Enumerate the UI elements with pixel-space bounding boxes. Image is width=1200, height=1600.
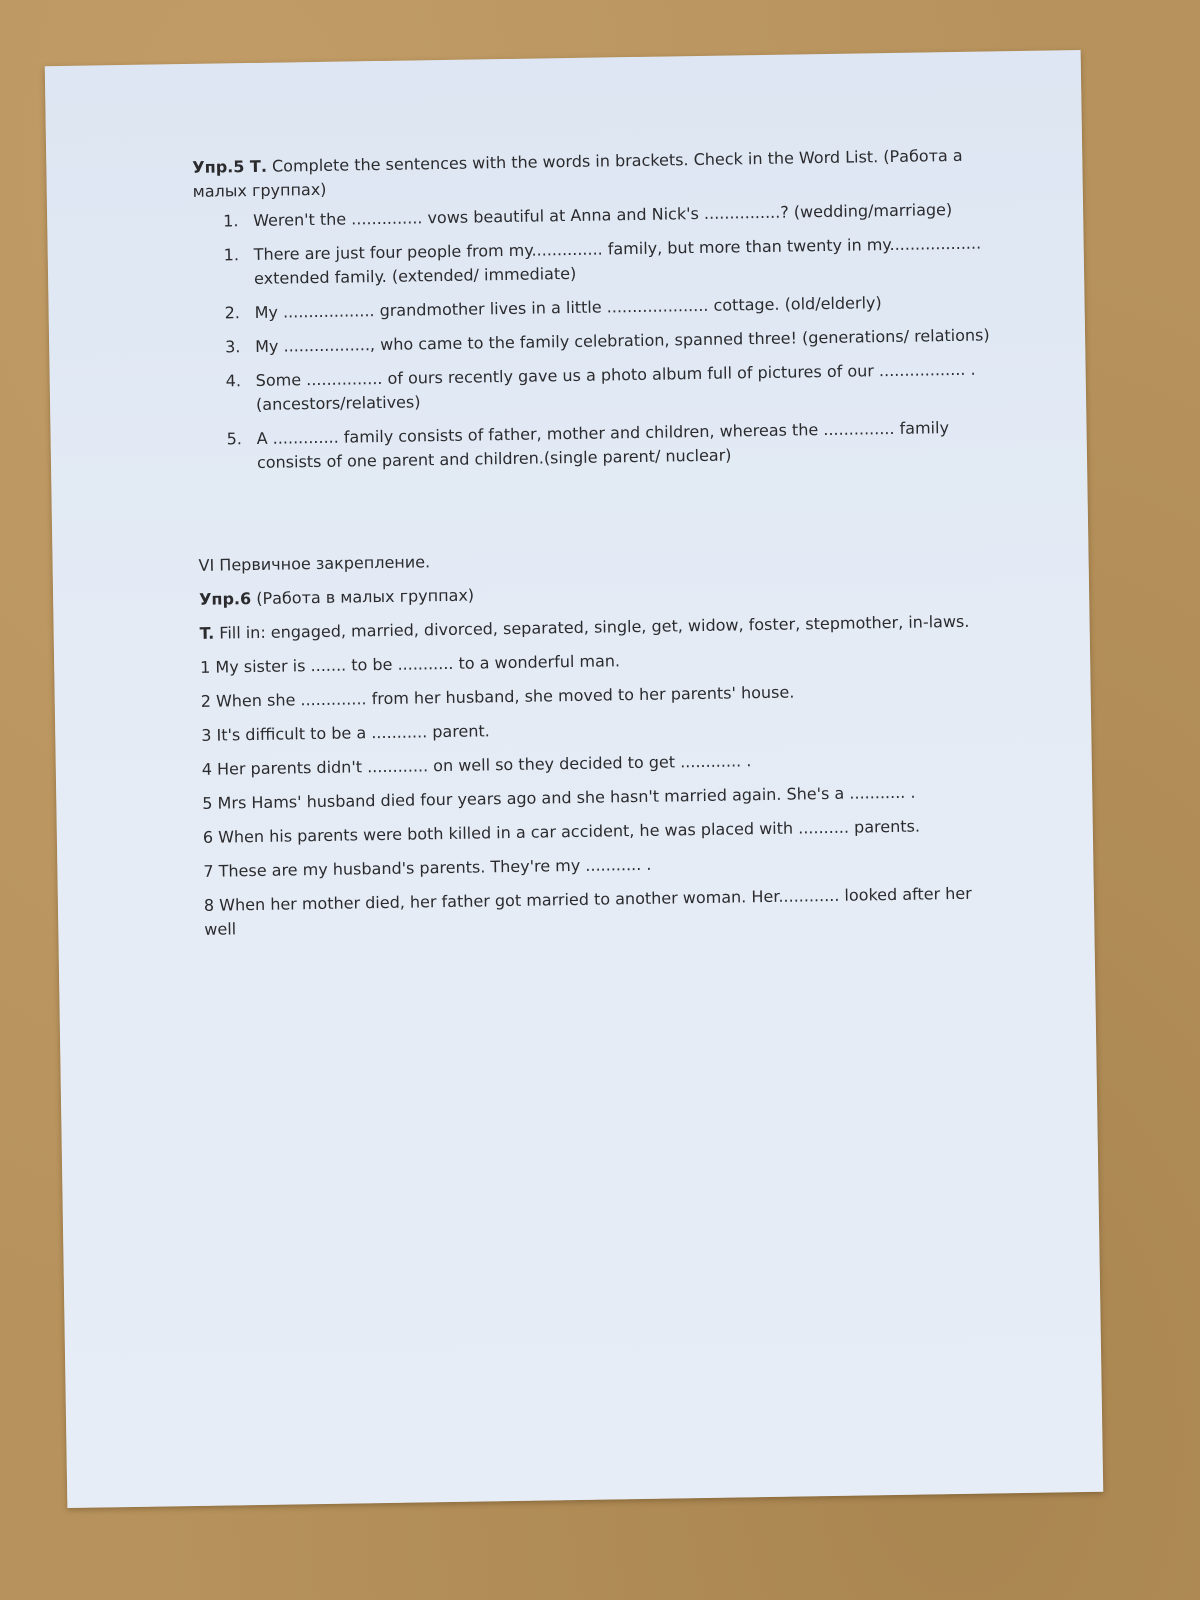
list-item (224, 231, 995, 291)
list-item (226, 357, 997, 417)
item-text: Some ............... of ours recently gave us a photo album full of pictures of our ................. . (ancestors/relatives) (255, 359, 976, 414)
exercise-6-heading (199, 575, 999, 612)
sentence-line: 7 These are my husband's parents. They're my ........... . (203, 854, 652, 881)
task-label: T. (199, 623, 215, 643)
sentence-line: 3 It's difficult to be a ........... parent. (201, 721, 490, 745)
list-item (224, 289, 994, 325)
item-number: 4. (225, 371, 242, 391)
sentence-line: 6 When his parents were both killed in a car accident, he was placed with .......... parents. (202, 816, 921, 847)
sentence-line: 4 Her parents didn't ............ on well so they decided to get ............ . (201, 751, 752, 779)
item-number: 3. (225, 337, 241, 357)
item-text: There are just four people from my.............. family, but more than twenty in my.................. extended family. (extended/ immediate) (253, 233, 982, 288)
item-number: 1. (223, 211, 239, 231)
task-text: Fill in: engaged, married, divorced, separated, single, get, widow, foster, stepmother, in-laws. (219, 611, 970, 643)
exercise-5-instruction: Complete the sentences with the words in brackets. Check in the Word List. (Работа а малых группах) (192, 145, 963, 201)
sentence-line: 2 When she ............. from her husband, she moved to her parents' house. (200, 682, 795, 711)
item-text: My .................. grandmother lives in a little .................... cottage. (old/elderly) (254, 293, 882, 322)
worksheet-content (192, 143, 1004, 951)
item-number: 5. (226, 429, 243, 449)
item-text: Weren't the .............. vows beautiful at Anna and Nick's ...............? (wedding/marriage) (253, 199, 953, 230)
list-item (226, 415, 997, 475)
list-item (225, 323, 995, 359)
exercise-5-list (193, 197, 997, 476)
item-text: A ............. family consists of father, mother and children, whereas the .............. family consists of one parent and children.(single parent/ nuclear) (256, 418, 950, 472)
list-item (223, 197, 993, 233)
exercise-6-sentences (200, 643, 1004, 942)
item-text: My ................., who came to the family celebration, spanned three! (generations/ relations) (255, 325, 990, 356)
exercise-6-group-note: (Работа в малых группах) (256, 585, 475, 608)
exercise-6-task (199, 609, 999, 646)
exercise-5-heading (192, 143, 993, 204)
exercise-5-label: Упр.5 Т. (192, 156, 268, 177)
sentence-line: 1 My sister is ....... to be ........... to a wonderful man. (200, 651, 621, 677)
sentence-line: 5 Mrs Hams' husband died four years ago and she hasn't married again. She's a ........... . (202, 782, 916, 813)
section-title: VI Первичное закрепление. (198, 552, 431, 575)
item-number: 1. (223, 245, 240, 265)
exercise-6-label: Упр.6 (198, 589, 252, 609)
item-number: 2. (224, 303, 241, 323)
sentence-line: 8 When her mother died, her father got married to another woman. Her............ looked after her well (203, 883, 972, 939)
worksheet-paper (45, 50, 1104, 1508)
